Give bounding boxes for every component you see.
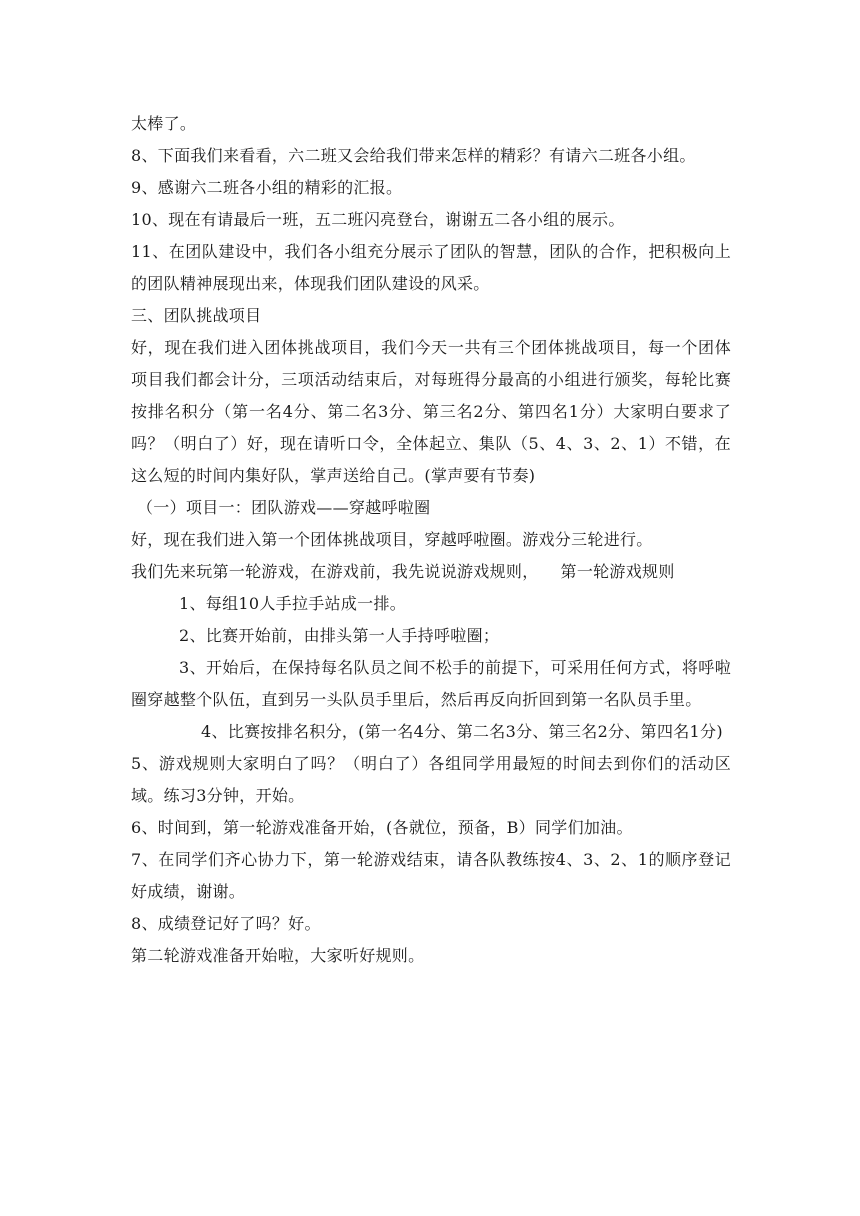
- document-body: [131, 108, 731, 972]
- rule-item: 4、比赛按排名积分，(第一名4分、第二名3分、第三名2分、第四名1分): [201, 722, 723, 741]
- rule-item: 1、每组10人手拉手站成一排。: [179, 594, 407, 613]
- paragraph-text: 我们先来玩第一轮游戏，在游戏前，我先说说游戏规则，: [131, 562, 539, 581]
- paragraph: 9、感谢六二班各小组的精彩的汇报。: [131, 178, 403, 197]
- paragraph: 7、在同学们齐心协力下，第一轮游戏结束，请各队教练按4、3、2、1的顺序登记好成绩，谢谢。: [131, 850, 731, 901]
- paragraph: 11、在团队建设中，我们各小组充分展示了团队的智慧，团队的合作，把积极向上的团队精神展现出来，体现我们团队建设的风采。: [131, 242, 731, 293]
- rule-heading: 第一轮游戏规则: [560, 562, 675, 581]
- paragraph: 好，现在我们进入团体挑战项目，我们今天一共有三个团体挑战项目，每一个团体项目我们都会计分，三项活动结束后，对每班得分最高的小组进行颁奖，每轮比赛按排名积分（第一名4分、第二名3分、第三名2分、第四名1分）大家明白要求了吗？（明白了）好，现在请听口令，全体起立、集队（5、4、3、2、1）不错，在这么短的时间内集好队，掌声送给自己。(掌声要有节奏): [131, 338, 731, 485]
- paragraph: 8、下面我们来看看，六二班又会给我们带来怎样的精彩？有请六二班各小组。: [131, 146, 696, 165]
- paragraph: 8、成绩登记好了吗？好。: [131, 914, 321, 933]
- section-heading: 三、团队挑战项目: [131, 306, 262, 325]
- paragraph: 10、现在有请最后一班，五二班闪亮登台，谢谢五二各小组的展示。: [131, 210, 625, 229]
- paragraph: 第二轮游戏准备开始啦，大家听好规则。: [131, 946, 425, 965]
- paragraph: 5、游戏规则大家明白了吗？（明白了）各组同学用最短的时间去到你们的活动区域。练习3分钟，开始。: [131, 754, 731, 805]
- rule-item: 2、比赛开始前，由排头第一人手持呼啦圈；: [179, 626, 500, 645]
- subsection-heading: （一）项目一：团队游戏——穿越呼啦圈: [137, 498, 431, 517]
- paragraph: [131, 556, 731, 588]
- rule-item: 3、开始后，在保持每名队员之间不松手的前提下，可采用任何方式，将呼啦圈穿越整个队伍，直到另一头队员手里后，然后再反向折回到第一名队员手里。: [131, 658, 731, 709]
- paragraph: 好，现在我们进入第一个团体挑战项目，穿越呼啦圈。游戏分三轮进行。: [131, 530, 653, 549]
- paragraph: 6、时间到，第一轮游戏准备开始，(各就位，预备，B）同学们加油。: [131, 818, 633, 837]
- paragraph: 太棒了。: [131, 114, 197, 133]
